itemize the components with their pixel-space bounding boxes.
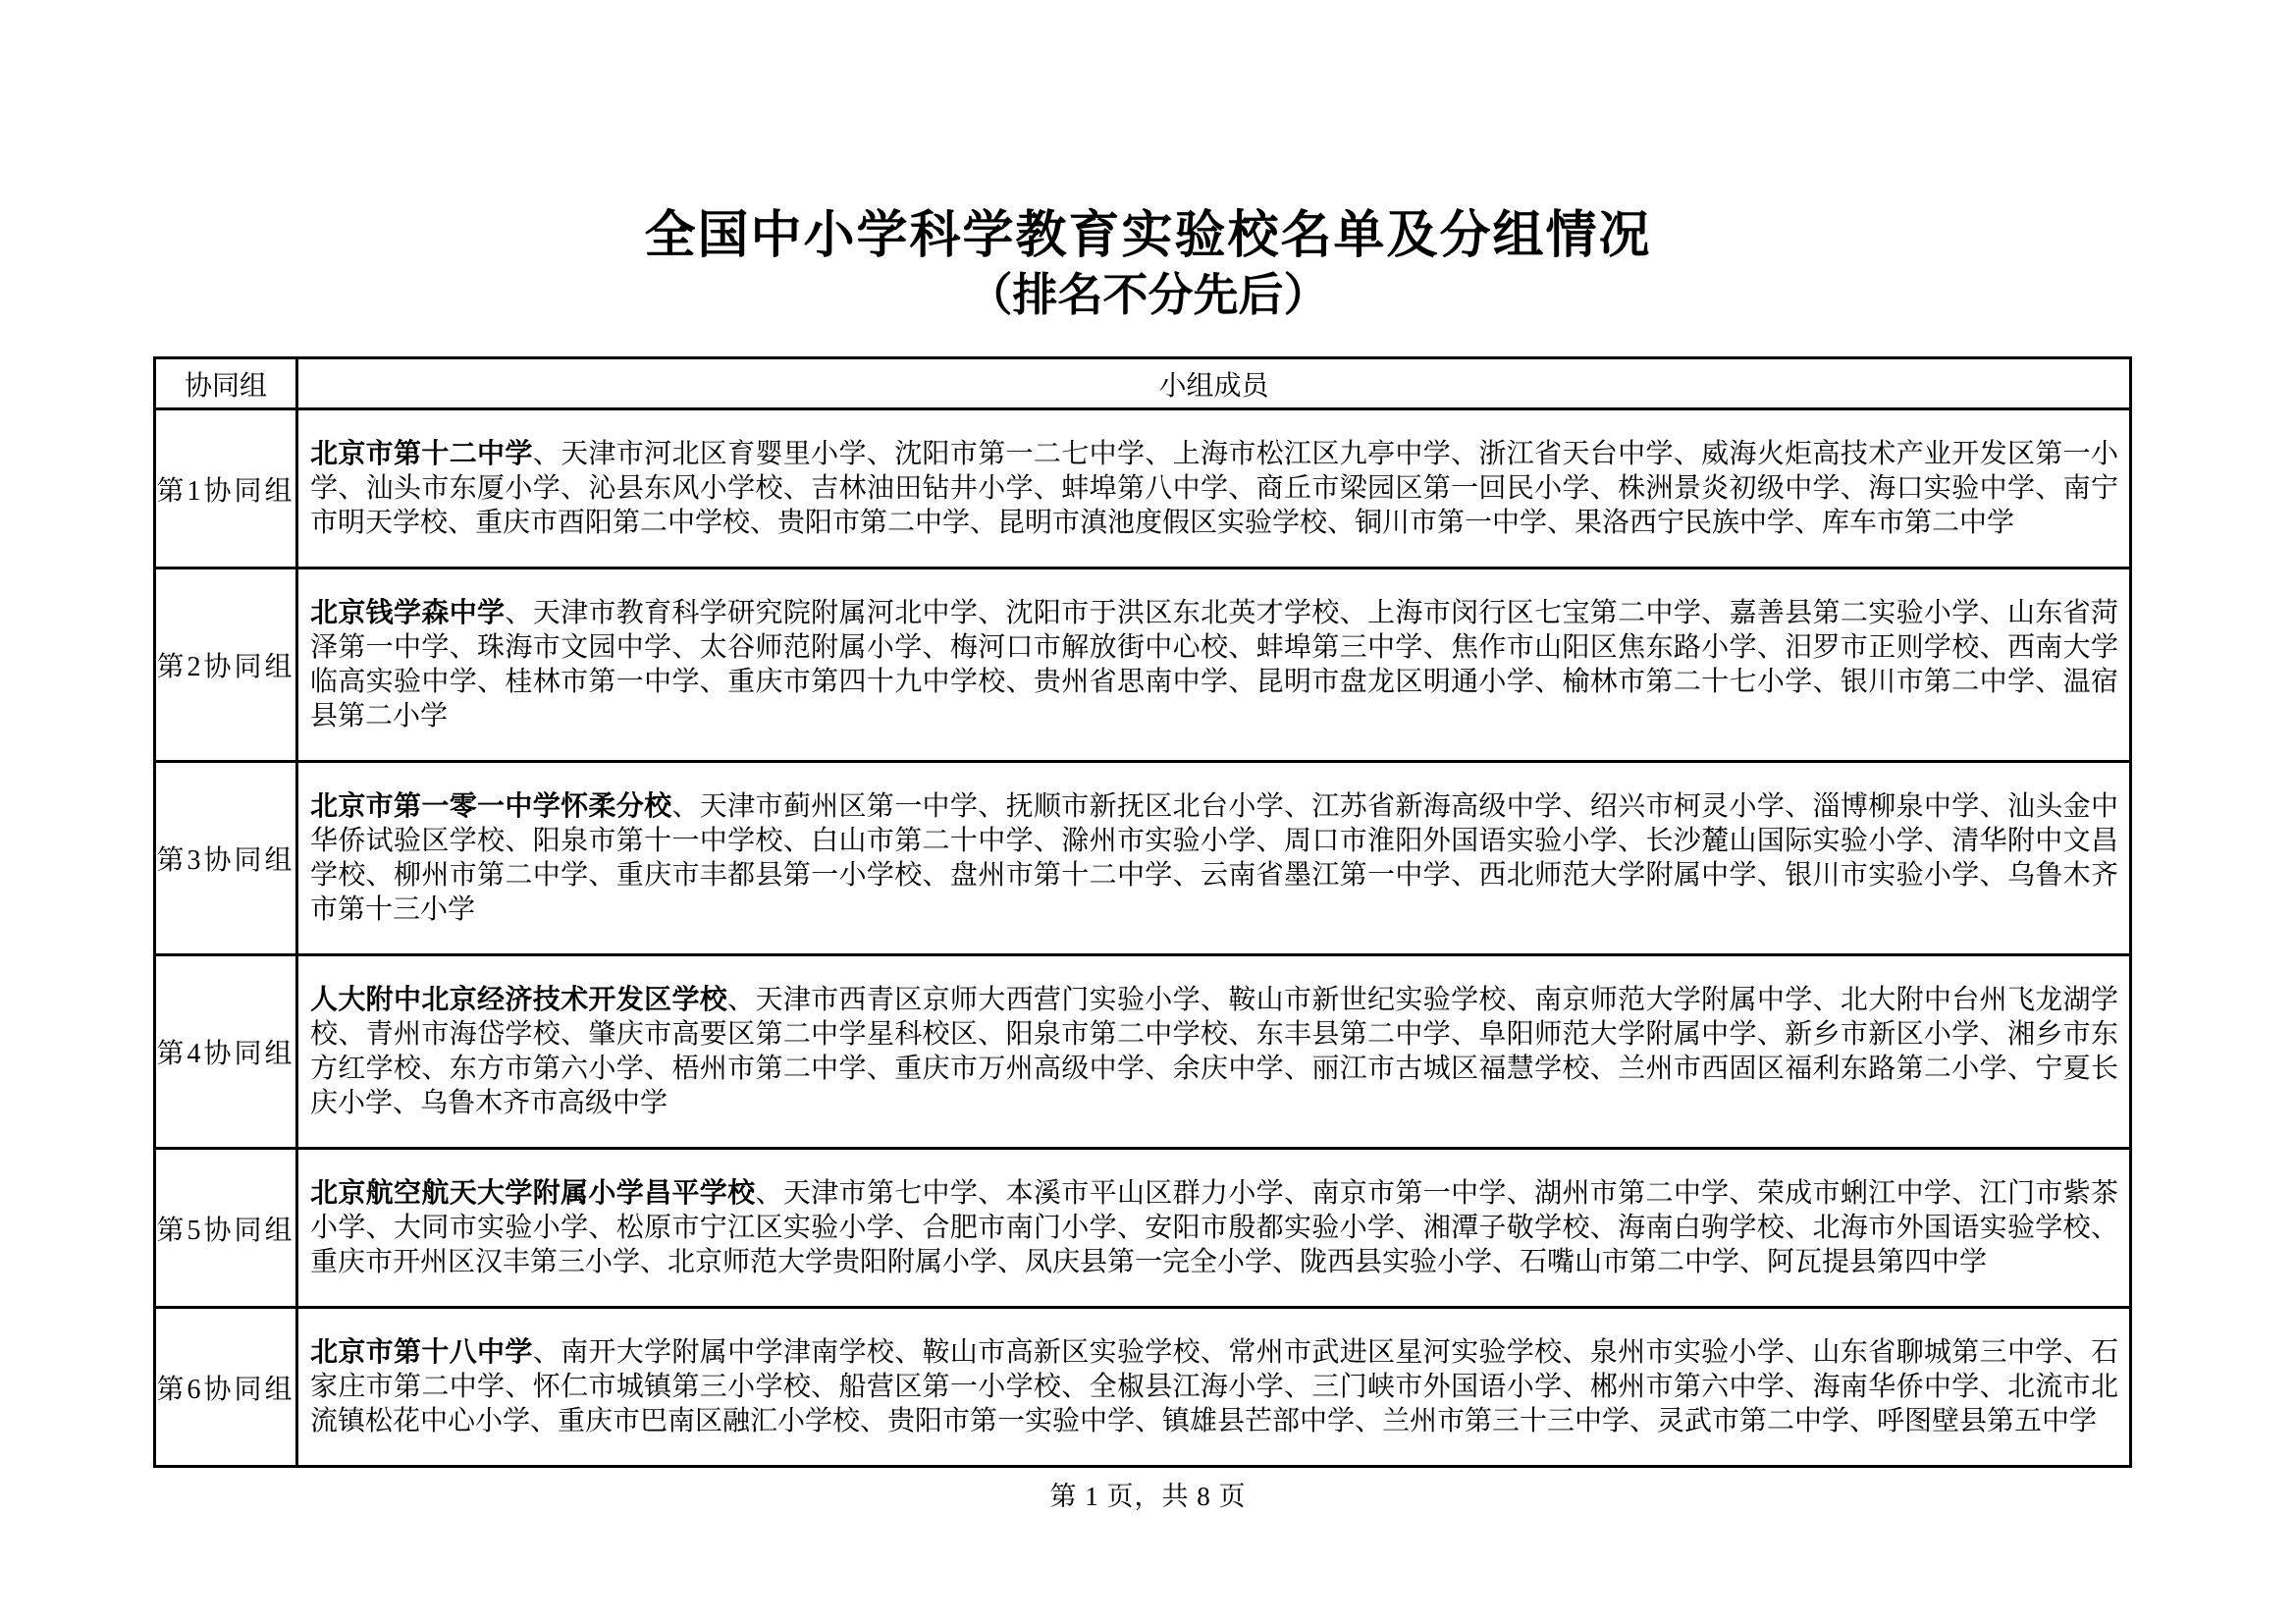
header-group-column: 协同组 bbox=[155, 358, 297, 409]
members-list bbox=[297, 409, 2131, 568]
group-label: 第1协同组 bbox=[155, 409, 297, 568]
members-list bbox=[297, 568, 2131, 762]
members-list bbox=[297, 955, 2131, 1149]
table-row bbox=[155, 1149, 2131, 1308]
document-title: 全国中小学科学教育实验校名单及分组情况 bbox=[644, 208, 1652, 264]
members-list bbox=[297, 1308, 2131, 1467]
lead-school-name: 北京市第十八中学 bbox=[310, 1337, 533, 1368]
member-schools: 、天津市西青区京师大西营门实验小学、鞍山市新世纪实验学校、南京师范大学附属中学、北大附中台州飞龙湖学校、青州市海岱学校、肇庆市高要区第二中学星科校区、阳泉市第二中学校、东丰县第二中学、阜阳师范大学附属中学、新乡市新区小学、湘乡市东方红学校、东方市第六小学、梧州市第二中学、重庆市万州高级中学、余庆中学、丽江市古城区福慧学校、兰州市西固区福利东路第二小学、宁夏长庆小学、乌鲁木齐市高级中学 bbox=[310, 985, 2118, 1118]
header-members-column: 小组成员 bbox=[297, 358, 2131, 409]
members-list bbox=[297, 762, 2131, 955]
table-header-row bbox=[155, 358, 2131, 409]
group-label: 第6协同组 bbox=[155, 1308, 297, 1467]
table-row bbox=[155, 409, 2131, 568]
member-schools: 、天津市河北区育婴里小学、沈阳市第一二七中学、上海市松江区九亭中学、浙江省天台中学、威海火炬高技术产业开发区第一小学、汕头市东厦小学、沁县东风小学校、吉林油田钻井小学、蚌埠第八中学、商丘市梁园区第一回民小学、株洲景炎初级中学、海口实验中学、南宁市明天学校、重庆市酉阳第二中学校、贵阳市第二中学、昆明市滇池度假区实验学校、铜川市第一中学、果洛西宁民族中学、库车市第二中学 bbox=[310, 439, 2118, 538]
member-schools: 、天津市蓟州区第一中学、抚顺市新抚区北台小学、江苏省新海高级中学、绍兴市柯灵小学、淄博柳泉中学、汕头金中华侨试验区学校、阳泉市第十一中学校、白山市第二十中学、滁州市实验小学、周口市淮阳外国语实验小学、长沙麓山国际实验小学、清华附中文昌学校、柳州市第二中学、重庆市丰都县第一小学校、盘州市第十二中学、云南省墨江第一中学、西北师范大学附属中学、银川市实验小学、乌鲁木齐市第十三小学 bbox=[310, 791, 2118, 925]
member-schools: 、南开大学附属中学津南学校、鞍山市高新区实验学校、常州市武进区星河实验学校、泉州市实验小学、山东省聊城第三中学、石家庄市第二中学、怀仁市城镇第三小学校、船营区第一小学校、全椒县江海小学、三门峡市外国语小学、郴州市第六中学、海南华侨中学、北流市北流镇松花中心小学、重庆市巴南区融汇小学校、贵阳市第一实验中学、镇雄县芒部中学、兰州市第三十三中学、灵武市第二中学、呼图壁县第五中学 bbox=[310, 1337, 2118, 1436]
members-list bbox=[297, 1149, 2131, 1308]
page-number: 第 1 页，共 8 页 bbox=[1049, 1482, 1247, 1511]
group-label: 第4协同组 bbox=[155, 955, 297, 1149]
group-label: 第5协同组 bbox=[155, 1149, 297, 1308]
member-schools: 、天津市第七中学、本溪市平山区群力小学、南京市第一中学、湖州市第二中学、荣成市蜊江中学、江门市紫茶小学、大同市实验小学、松原市宁江区实验小学、合肥市南门小学、安阳市殷都实验小学、湘潭子敬学校、海南白驹学校、北海市外国语实验学校、重庆市开州区汉丰第三小学、北京师范大学贵阳附属小学、凤庆县第一完全小学、陇西县实验小学、石嘴山市第二中学、阿瓦提县第四中学 bbox=[310, 1178, 2118, 1277]
lead-school-name: 北京钱学森中学 bbox=[310, 598, 506, 628]
table-row bbox=[155, 568, 2131, 762]
group-label: 第3协同组 bbox=[155, 762, 297, 955]
table-row bbox=[155, 1308, 2131, 1467]
lead-school-name: 北京市第一零一中学怀柔分校 bbox=[310, 791, 672, 822]
table-row bbox=[155, 762, 2131, 955]
lead-school-name: 北京市第十二中学 bbox=[310, 439, 533, 469]
lead-school-name: 人大附中北京经济技术开发区学校 bbox=[310, 985, 728, 1015]
lead-school-name: 北京航空航天大学附属小学昌平学校 bbox=[310, 1178, 756, 1209]
member-schools: 、天津市教育科学研究院附属河北中学、沈阳市于洪区东北英才学校、上海市闵行区七宝第二中学、嘉善县第二实验小学、山东省菏泽第一中学、珠海市文园中学、太谷师范附属小学、梅河口市解放街中心校、蚌埠第三中学、焦作市山阳区焦东路小学、汨罗市正则学校、西南大学临高实验中学、桂林市第一中学、重庆市第四十九中学校、贵州省思南中学、昆明市盘龙区明通小学、榆林市第二十七小学、银川市第二中学、温宿县第二小学 bbox=[310, 598, 2118, 731]
document-subtitle: （排名不分先后） bbox=[967, 270, 1329, 320]
group-label: 第2协同组 bbox=[155, 568, 297, 762]
table-row bbox=[155, 955, 2131, 1149]
groups-table bbox=[153, 356, 2132, 1468]
